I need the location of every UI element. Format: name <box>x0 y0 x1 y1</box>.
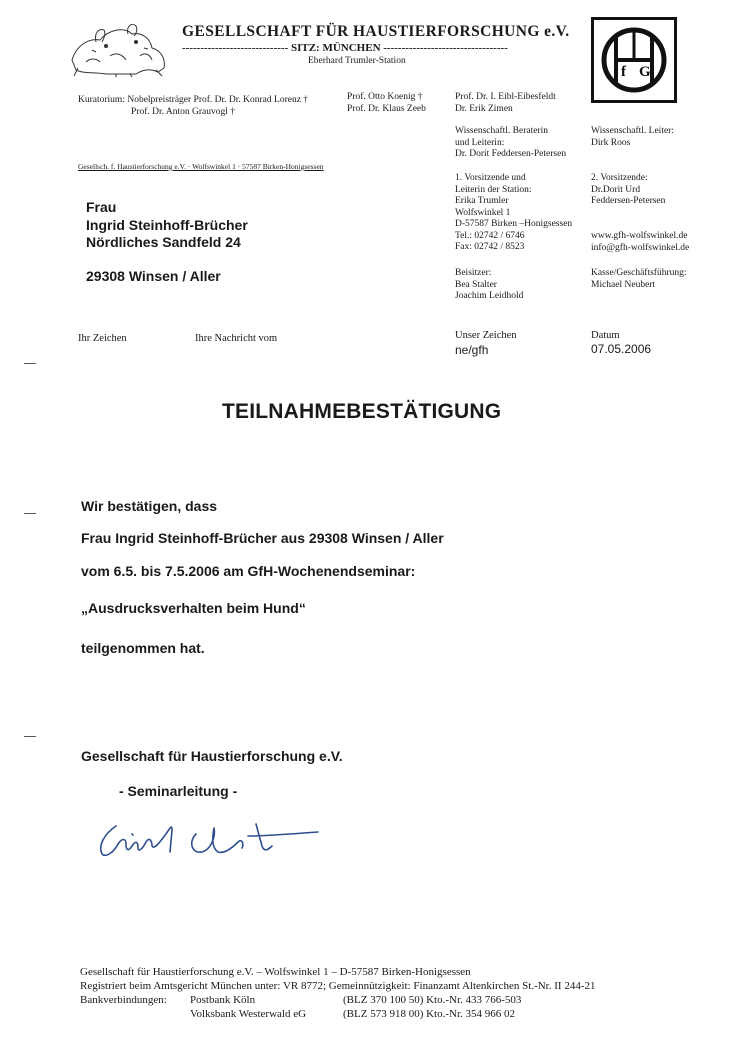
chair2-block <box>591 173 665 208</box>
kuratorium-col3-line-1: Prof. Dr. I. Eibl-Eibesfeldt <box>455 92 556 102</box>
chair1-phone: Tel.: 02742 / 6746 <box>455 230 525 241</box>
assessor-name-1: Bea Stalter <box>455 279 497 290</box>
recipient-city: 29308 Winsen / Aller <box>86 268 221 284</box>
footer-bank1-name: Postbank Köln <box>190 994 256 1006</box>
advisor-label-2: und Leiterin: <box>455 137 505 148</box>
recipient-name: Ingrid Steinhoff-Brücher <box>86 216 248 233</box>
chair1-fax: Fax: 02742 / 8523 <box>455 242 525 252</box>
leader-name: Dirk Roos <box>591 137 631 148</box>
assessor-label: Beisitzer: <box>455 268 492 278</box>
recipient-address <box>86 199 248 252</box>
kuratorium-col3-line-2: Dr. Erik Zimen <box>455 104 513 114</box>
handwritten-signature <box>92 812 332 864</box>
kuratorium-col2-line-2: Prof. Dr. Klaus Zeeb <box>347 104 426 114</box>
kuratorium-line-1: Kuratorium: Nobelpreisträger Prof. Dr. Dr. Konrad Lorenz † <box>78 95 309 105</box>
chair1-label-2: Leiterin der Station: <box>455 184 532 195</box>
logo-letter-f: f <box>621 64 626 80</box>
your-ref-label: Ihr Zeichen <box>78 333 127 344</box>
signature-org: Gesellschaft für Haustierforschung e.V. <box>81 748 343 764</box>
footer-bank2-details: (BLZ 573 918 00) Kto.-Nr. 354 966 02 <box>343 1008 516 1020</box>
chair2-name-2: Feddersen-Petersen <box>591 196 666 206</box>
email-link[interactable]: info@gfh-wolfswinkel.de <box>591 242 690 253</box>
sender-line: Gesellsch. f. Haustierforschung e.V. · Wolfswinkel 1 · 57587 Birken-Honigsessen <box>78 162 324 171</box>
dog-illustration <box>66 16 174 78</box>
footer-registration: Registriert beim Amtsgericht München unter: VR 8772; Gemeinnützigkeit: Finanzamt Altenkirchen St.-Nr. II 244-21 <box>80 980 596 992</box>
body-line-5: teilgenommen hat. <box>81 640 205 656</box>
assessor-block <box>455 268 523 303</box>
fold-mark-3 <box>24 736 36 737</box>
date-value: 07.05.2006 <box>591 342 652 356</box>
chair1-street: Wolfswinkel 1 <box>455 207 511 218</box>
footer-bank-label: Bankverbindungen: <box>80 994 167 1006</box>
our-ref-value: ne/gfh <box>455 343 489 357</box>
recipient-salutation: Frau <box>86 199 117 215</box>
footer-bank2-name: Volksbank Westerwald eG <box>190 1008 307 1020</box>
body-line-1: Wir bestätigen, dass <box>81 498 218 514</box>
fold-mark-2 <box>24 513 36 514</box>
website-link[interactable]: www.gfh-wolfswinkel.de <box>591 231 688 241</box>
gfh-logo-icon <box>594 20 674 100</box>
document-title: TEILNAHMEBESTÄTIGUNG <box>222 400 502 423</box>
chair1-name: Erika Trumler <box>455 196 509 206</box>
leader-block <box>591 126 674 149</box>
assessor-name-2: Joachim Leidhold <box>455 291 524 301</box>
advisor-name: Dr. Dorit Feddersen-Petersen <box>455 149 567 159</box>
chair1-city: D-57587 Birken –Honigsessen <box>455 219 573 229</box>
treasurer-name: Michael Neubert <box>591 279 656 290</box>
chair2-label: 2. Vorsitzende: <box>591 173 648 183</box>
leader-label: Wissenschaftl. Leiter: <box>591 126 674 136</box>
logo-letter-g: G <box>639 64 651 80</box>
footer-bank1-details: (BLZ 370 100 50) Kto.-Nr. 433 766-503 <box>343 994 522 1006</box>
chair1-label: 1. Vorsitzende und <box>455 173 526 183</box>
body-line-2: Frau Ingrid Steinhoff-Brücher aus 29308 Winsen / Aller <box>81 530 444 546</box>
web-block <box>591 231 689 254</box>
signature-role: - Seminarleitung - <box>119 783 238 799</box>
station-name: Eberhard Trumler-Station <box>308 56 406 66</box>
footer-address: Gesellschaft für Haustierforschung e.V. – Wolfswinkel 1 – D-57587 Birken-Honigsessen <box>80 966 471 978</box>
kuratorium-line-2: Prof. Dr. Anton Grauvogl † <box>131 107 235 117</box>
chair1-block <box>455 173 572 254</box>
recipient-street: Nördliches Sandfeld 24 <box>86 234 241 250</box>
seat-line: ----------------------------- SITZ: MÜNCHEN ---------------------------------- <box>182 42 508 54</box>
gfh-logo <box>591 17 677 103</box>
our-ref-label: Unser Zeichen <box>455 330 517 341</box>
advisor-label: Wissenschaftl. Beraterin <box>455 126 549 136</box>
body-line-3: vom 6.5. bis 7.5.2006 am GfH-Wochenendseminar: <box>81 563 416 579</box>
treasurer-block <box>591 268 687 291</box>
kuratorium-col2-line-1: Prof. Otto Koenig † <box>347 92 423 102</box>
your-message-label: Ihre Nachricht vom <box>195 333 278 344</box>
date-label: Datum <box>591 330 620 341</box>
advisor-block <box>455 126 566 161</box>
org-name: GESELLSCHAFT FÜR HAUSTIERFORSCHUNG e.V. <box>182 23 570 40</box>
chair2-name: Dr.Dorit Urd <box>591 184 641 195</box>
treasurer-label: Kasse/Geschäftsführung: <box>591 268 687 278</box>
seminar-title: „Ausdrucksverhalten beim Hund“ <box>81 600 306 616</box>
fold-mark-1 <box>24 363 36 364</box>
